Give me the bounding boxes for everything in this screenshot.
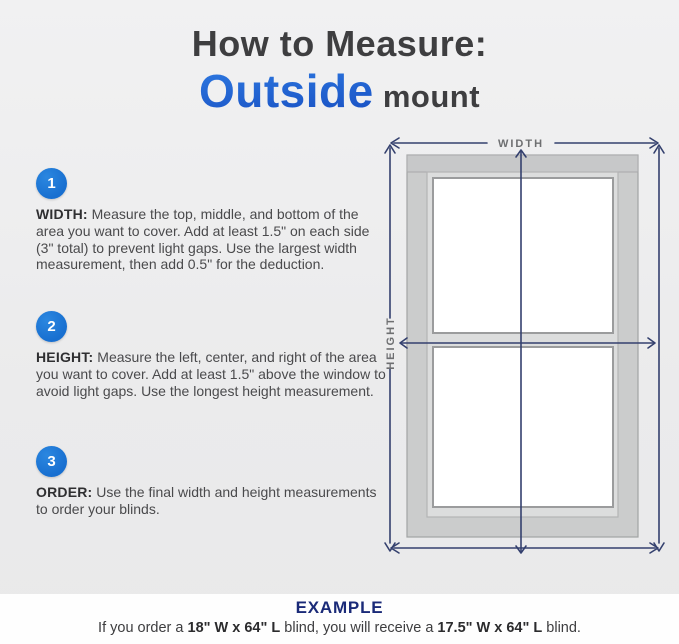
title-suffix: mount bbox=[373, 78, 481, 114]
step-label: ORDER: bbox=[36, 484, 93, 500]
step-description bbox=[36, 349, 388, 399]
step-body: Measure the left, center, and right of the area you want to cover. Add at least 1.5" above the window to avoid light gaps. Use the longest height measurement. bbox=[36, 349, 386, 399]
page-title bbox=[0, 24, 679, 116]
height-label: HEIGHT bbox=[385, 316, 397, 370]
step-number-badge: 1 bbox=[36, 168, 67, 199]
example-sentence bbox=[0, 620, 679, 637]
width-label: WIDTH bbox=[497, 138, 545, 150]
example-section bbox=[0, 594, 679, 644]
step-description bbox=[36, 484, 388, 518]
step-label: WIDTH: bbox=[36, 206, 88, 222]
step-number-badge: 2 bbox=[36, 311, 67, 342]
step-body: Measure the top, middle, and bottom of the area you want to cover. Add at least 1.5" on each side (3" total) to prevent light gaps. Use the largest width measurement, then add 0.5" for the deduction. bbox=[36, 206, 370, 273]
title-line1: How to Measure: bbox=[191, 23, 488, 64]
example-suffix: blind. bbox=[542, 620, 581, 637]
step-order bbox=[36, 446, 388, 518]
window-lower-pane bbox=[433, 347, 613, 507]
example-prefix: If you order a bbox=[98, 620, 188, 637]
step-number-badge: 3 bbox=[36, 446, 67, 477]
step-width bbox=[36, 168, 388, 273]
window-upper-pane bbox=[433, 178, 613, 333]
title-highlight: Outside bbox=[198, 64, 374, 117]
window-measurement-diagram bbox=[372, 126, 672, 571]
example-receive-size: 17.5" W x 64" L bbox=[437, 620, 543, 637]
example-middle: blind, you will receive a bbox=[280, 620, 438, 637]
window-header-trim bbox=[407, 155, 638, 172]
title-line2 bbox=[0, 66, 679, 117]
right-height-arrow bbox=[654, 145, 664, 551]
step-body: Use the final width and height measurements to order your blinds. bbox=[36, 484, 377, 517]
step-height bbox=[36, 311, 388, 399]
step-description bbox=[36, 206, 388, 273]
example-order-size: 18" W x 64" L bbox=[187, 620, 281, 637]
example-heading: EXAMPLE bbox=[295, 598, 384, 617]
step-label: HEIGHT: bbox=[36, 349, 94, 365]
window-graphic bbox=[407, 155, 638, 537]
